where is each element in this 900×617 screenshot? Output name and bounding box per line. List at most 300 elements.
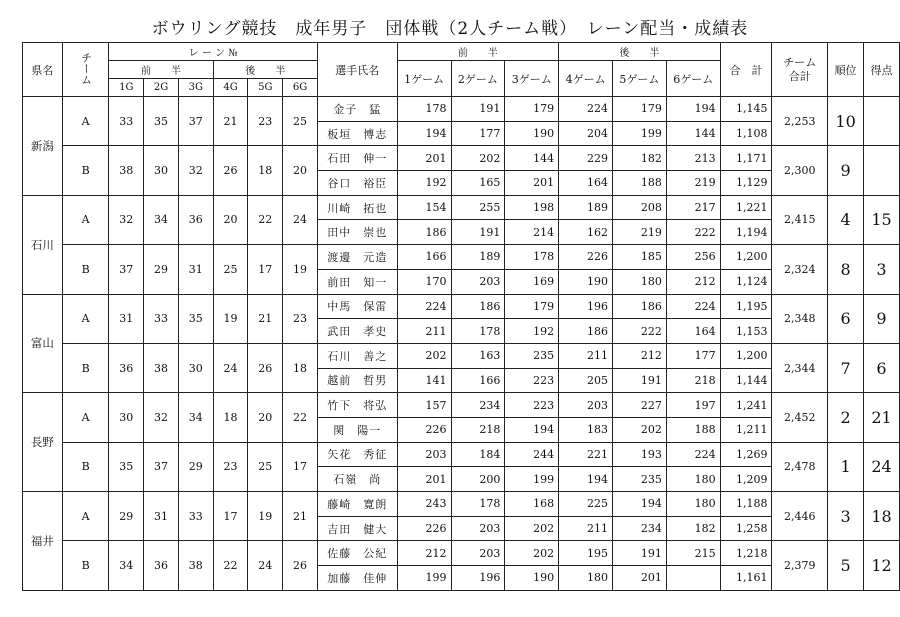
- results-table: [22, 42, 900, 591]
- team-total: 2,379: [772, 541, 828, 590]
- game-score: 226: [559, 245, 613, 270]
- player-name: 谷口 裕臣: [317, 171, 397, 196]
- player-total: 1,144: [720, 368, 772, 393]
- game-score: 255: [451, 195, 505, 220]
- game-score: 201: [505, 171, 559, 196]
- team-rank: 5: [828, 541, 864, 590]
- player-total: 1,145: [720, 97, 772, 122]
- game-score: 221: [559, 442, 613, 467]
- player-name: 加藤 佳伸: [317, 566, 397, 591]
- team-rank: 9: [828, 146, 864, 195]
- game-score: 180: [559, 566, 613, 591]
- lane-number: 17: [283, 442, 318, 491]
- game-score: 178: [451, 492, 505, 517]
- game-score: 234: [451, 393, 505, 418]
- player-name: 中馬 保雷: [317, 294, 397, 319]
- lane-number: 23: [248, 97, 283, 146]
- player-total: 1,211: [720, 417, 772, 442]
- team-label: B: [62, 541, 109, 590]
- game-score: 199: [397, 566, 451, 591]
- prefecture-name: 新潟: [23, 97, 63, 196]
- lane-number: 23: [283, 294, 318, 343]
- game-score: 199: [613, 121, 667, 146]
- game-score: 214: [505, 220, 559, 245]
- team-label: A: [62, 492, 109, 541]
- lane-number: 30: [144, 146, 179, 195]
- team-rank: 2: [828, 393, 864, 442]
- game-score: 189: [451, 245, 505, 270]
- header-total: 合 計: [720, 43, 772, 97]
- team-total: 2,300: [772, 146, 828, 195]
- header-lane-5g: 5G: [248, 79, 283, 97]
- player-total: 1,153: [720, 319, 772, 344]
- player-total: 1,269: [720, 442, 772, 467]
- game-score: 202: [505, 541, 559, 566]
- prefecture-name: 富山: [23, 294, 63, 393]
- player-total: 1,258: [720, 516, 772, 541]
- game-score: 186: [613, 294, 667, 319]
- game-score: 224: [666, 442, 720, 467]
- player-name: 石嶺 尚: [317, 467, 397, 492]
- game-score: 144: [505, 146, 559, 171]
- lane-number: 35: [178, 294, 213, 343]
- game-score: 192: [505, 319, 559, 344]
- game-score: 194: [613, 492, 667, 517]
- game-score: 180: [613, 269, 667, 294]
- game-score: 192: [397, 171, 451, 196]
- game-score: 163: [451, 343, 505, 368]
- team-points: 12: [863, 541, 899, 590]
- game-score: 154: [397, 195, 451, 220]
- game-score: 183: [559, 417, 613, 442]
- team-total: 2,478: [772, 442, 828, 491]
- game-score: 178: [505, 245, 559, 270]
- game-score: 226: [397, 516, 451, 541]
- results-body: [23, 97, 900, 591]
- game-score: 199: [505, 467, 559, 492]
- game-score: 202: [451, 146, 505, 171]
- game-score: 218: [666, 368, 720, 393]
- team-total: 2,324: [772, 245, 828, 294]
- lane-number: 18: [248, 146, 283, 195]
- game-score: [666, 566, 720, 591]
- lane-number: 18: [213, 393, 248, 442]
- team-label: B: [62, 245, 109, 294]
- game-score: 194: [666, 97, 720, 122]
- game-score: 191: [613, 541, 667, 566]
- lane-number: 33: [144, 294, 179, 343]
- lane-number: 34: [144, 195, 179, 244]
- header-games-first-half: 前 半: [397, 43, 558, 61]
- player-row: [23, 146, 900, 171]
- lane-number: 25: [283, 97, 318, 146]
- team-points: 24: [863, 442, 899, 491]
- header-lane-2g: 2G: [144, 79, 179, 97]
- player-name: 藤崎 寛朗: [317, 492, 397, 517]
- game-score: 201: [613, 566, 667, 591]
- player-total: 1,218: [720, 541, 772, 566]
- game-score: 190: [559, 269, 613, 294]
- lane-number: 30: [178, 343, 213, 392]
- player-row: [23, 343, 900, 368]
- game-score: 194: [559, 467, 613, 492]
- lane-number: 19: [213, 294, 248, 343]
- game-score: 229: [559, 146, 613, 171]
- game-score: 180: [666, 492, 720, 517]
- game-score: 226: [397, 417, 451, 442]
- sheet-title: ボウリング競技 成年男子 団体戦（2人チーム戦） レーン配当・成績表: [151, 19, 749, 39]
- team-rank: 3: [828, 492, 864, 541]
- game-score: 219: [613, 220, 667, 245]
- game-score: 218: [451, 417, 505, 442]
- game-score: 179: [613, 97, 667, 122]
- game-score: 191: [451, 97, 505, 122]
- player-name: 川崎 拓也: [317, 195, 397, 220]
- game-score: 213: [666, 146, 720, 171]
- game-score: 191: [613, 368, 667, 393]
- team-rank: 10: [828, 97, 864, 146]
- game-score: 223: [505, 368, 559, 393]
- game-score: 203: [451, 269, 505, 294]
- header-team-total: チーム合計: [772, 43, 828, 97]
- team-points: [863, 97, 899, 146]
- game-score: 256: [666, 245, 720, 270]
- team-points: 15: [863, 195, 899, 244]
- header-game-2: 2ゲーム: [451, 61, 505, 97]
- prefecture-name: 福井: [23, 492, 63, 591]
- player-total: 1,195: [720, 294, 772, 319]
- lane-number: 33: [178, 492, 213, 541]
- player-name: 佐藤 公紀: [317, 541, 397, 566]
- player-total: 1,124: [720, 269, 772, 294]
- header-rank: 順位: [828, 43, 864, 97]
- player-total: 1,200: [720, 245, 772, 270]
- game-score: 235: [613, 467, 667, 492]
- lane-number: 31: [144, 492, 179, 541]
- player-row: [23, 195, 900, 220]
- lane-number: 29: [109, 492, 144, 541]
- game-score: 203: [559, 393, 613, 418]
- team-total: 2,446: [772, 492, 828, 541]
- game-score: 186: [559, 319, 613, 344]
- game-score: 224: [397, 294, 451, 319]
- game-score: 211: [559, 343, 613, 368]
- lane-number: 25: [248, 442, 283, 491]
- lane-number: 37: [178, 97, 213, 146]
- team-total: 2,253: [772, 97, 828, 146]
- team-label: A: [62, 97, 109, 146]
- game-score: 177: [666, 343, 720, 368]
- player-row: [23, 442, 900, 467]
- team-label: B: [62, 146, 109, 195]
- game-score: 219: [666, 171, 720, 196]
- game-score: 178: [397, 97, 451, 122]
- player-total: 1,188: [720, 492, 772, 517]
- player-name: 越前 哲男: [317, 368, 397, 393]
- lane-number: 26: [248, 343, 283, 392]
- game-score: 162: [559, 220, 613, 245]
- lane-number: 31: [178, 245, 213, 294]
- lane-number: 24: [248, 541, 283, 590]
- lane-number: 35: [109, 442, 144, 491]
- player-name: 前田 知一: [317, 269, 397, 294]
- game-score: 157: [397, 393, 451, 418]
- lane-number: 20: [213, 195, 248, 244]
- game-score: 208: [613, 195, 667, 220]
- team-points: 3: [863, 245, 899, 294]
- game-score: 202: [613, 417, 667, 442]
- player-total: 1,194: [720, 220, 772, 245]
- game-score: 164: [666, 319, 720, 344]
- game-score: 164: [559, 171, 613, 196]
- prefecture-name: 石川: [23, 195, 63, 294]
- game-score: 202: [505, 516, 559, 541]
- player-row: [23, 97, 900, 122]
- game-score: 227: [613, 393, 667, 418]
- team-total: 2,415: [772, 195, 828, 244]
- header-games-second-half: 後 半: [559, 43, 720, 61]
- prefecture-name: 長野: [23, 393, 63, 492]
- lane-number: 32: [144, 393, 179, 442]
- game-score: 215: [666, 541, 720, 566]
- game-score: 196: [559, 294, 613, 319]
- game-score: 201: [397, 467, 451, 492]
- game-score: 179: [505, 294, 559, 319]
- game-score: 211: [397, 319, 451, 344]
- player-name: 石田 伸一: [317, 146, 397, 171]
- game-score: 169: [505, 269, 559, 294]
- header-game-3: 3ゲーム: [505, 61, 559, 97]
- game-score: 244: [505, 442, 559, 467]
- game-score: 178: [451, 319, 505, 344]
- lane-number: 19: [283, 245, 318, 294]
- lane-number: 38: [109, 146, 144, 195]
- header-lane-3g: 3G: [178, 79, 213, 97]
- game-score: 186: [397, 220, 451, 245]
- game-score: 211: [559, 516, 613, 541]
- lane-number: 32: [178, 146, 213, 195]
- team-points: 9: [863, 294, 899, 343]
- game-score: 197: [666, 393, 720, 418]
- game-score: 198: [505, 195, 559, 220]
- lane-number: 21: [213, 97, 248, 146]
- team-label: B: [62, 343, 109, 392]
- team-rank: 6: [828, 294, 864, 343]
- team-rank: 1: [828, 442, 864, 491]
- header-game-1: 1ゲーム: [397, 61, 451, 97]
- lane-number: 22: [283, 393, 318, 442]
- game-score: 200: [451, 467, 505, 492]
- player-row: [23, 541, 900, 566]
- lane-number: 19: [248, 492, 283, 541]
- lane-number: 29: [144, 245, 179, 294]
- lane-number: 37: [144, 442, 179, 491]
- game-score: 168: [505, 492, 559, 517]
- game-score: 224: [666, 294, 720, 319]
- lane-number: 32: [109, 195, 144, 244]
- game-score: 186: [451, 294, 505, 319]
- game-score: 203: [397, 442, 451, 467]
- game-score: 202: [397, 343, 451, 368]
- game-score: 201: [397, 146, 451, 171]
- player-name: 板垣 博志: [317, 121, 397, 146]
- team-label: A: [62, 294, 109, 343]
- game-score: 190: [505, 121, 559, 146]
- lane-number: 33: [109, 97, 144, 146]
- lane-number: 25: [213, 245, 248, 294]
- team-total: 2,452: [772, 393, 828, 442]
- player-name: 武田 孝史: [317, 319, 397, 344]
- lane-number: 36: [178, 195, 213, 244]
- team-points: [863, 146, 899, 195]
- game-score: 179: [505, 97, 559, 122]
- header-lane-first-half: 前 半: [109, 61, 213, 79]
- game-score: 166: [451, 368, 505, 393]
- game-score: 203: [451, 516, 505, 541]
- lane-number: 35: [144, 97, 179, 146]
- game-score: 222: [666, 220, 720, 245]
- team-rank: 7: [828, 343, 864, 392]
- header-game-4: 4ゲーム: [559, 61, 613, 97]
- game-score: 217: [666, 195, 720, 220]
- game-score: 195: [559, 541, 613, 566]
- lane-number: 38: [144, 343, 179, 392]
- lane-number: 24: [213, 343, 248, 392]
- lane-number: 17: [248, 245, 283, 294]
- team-label: A: [62, 393, 109, 442]
- game-score: 243: [397, 492, 451, 517]
- header-lane-second-half: 後 半: [213, 61, 317, 79]
- game-score: 182: [613, 146, 667, 171]
- header-player: 選手氏名: [317, 43, 397, 97]
- player-name: 金子 猛: [317, 97, 397, 122]
- lane-number: 36: [144, 541, 179, 590]
- game-score: 194: [505, 417, 559, 442]
- player-name: 関 陽一: [317, 417, 397, 442]
- game-score: 189: [559, 195, 613, 220]
- game-score: 234: [613, 516, 667, 541]
- team-rank: 8: [828, 245, 864, 294]
- header-lane-6g: 6G: [283, 79, 318, 97]
- game-score: 166: [397, 245, 451, 270]
- game-score: 141: [397, 368, 451, 393]
- game-score: 225: [559, 492, 613, 517]
- header-team: チーム: [62, 43, 109, 97]
- game-score: 190: [505, 566, 559, 591]
- player-total: 1,108: [720, 121, 772, 146]
- game-score: 193: [613, 442, 667, 467]
- player-name: 吉田 健大: [317, 516, 397, 541]
- player-total: 1,241: [720, 393, 772, 418]
- lane-number: 22: [213, 541, 248, 590]
- game-score: 235: [505, 343, 559, 368]
- game-score: 184: [451, 442, 505, 467]
- player-name: 竹下 将弘: [317, 393, 397, 418]
- game-score: 191: [451, 220, 505, 245]
- lane-number: 31: [109, 294, 144, 343]
- team-rank: 4: [828, 195, 864, 244]
- player-row: [23, 393, 900, 418]
- game-score: 222: [613, 319, 667, 344]
- lane-number: 21: [248, 294, 283, 343]
- team-total: 2,348: [772, 294, 828, 343]
- lane-number: 37: [109, 245, 144, 294]
- lane-number: 26: [283, 541, 318, 590]
- player-name: 石川 善之: [317, 343, 397, 368]
- player-total: 1,200: [720, 343, 772, 368]
- lane-number: 29: [178, 442, 213, 491]
- lane-number: 22: [248, 195, 283, 244]
- lane-number: 34: [109, 541, 144, 590]
- lane-number: 23: [213, 442, 248, 491]
- lane-number: 24: [283, 195, 318, 244]
- game-score: 212: [613, 343, 667, 368]
- lane-number: 17: [213, 492, 248, 541]
- lane-number: 34: [178, 393, 213, 442]
- game-score: 177: [451, 121, 505, 146]
- lane-number: 20: [248, 393, 283, 442]
- team-total: 2,344: [772, 343, 828, 392]
- lane-number: 30: [109, 393, 144, 442]
- game-score: 170: [397, 269, 451, 294]
- lane-number: 36: [109, 343, 144, 392]
- team-points: 6: [863, 343, 899, 392]
- lane-number: 21: [283, 492, 318, 541]
- game-score: 194: [397, 121, 451, 146]
- game-score: 224: [559, 97, 613, 122]
- player-name: 渡邊 元造: [317, 245, 397, 270]
- team-label: A: [62, 195, 109, 244]
- game-score: 188: [613, 171, 667, 196]
- game-score: 212: [397, 541, 451, 566]
- player-total: 1,161: [720, 566, 772, 591]
- lane-number: 38: [178, 541, 213, 590]
- game-score: 196: [451, 566, 505, 591]
- game-score: 165: [451, 171, 505, 196]
- game-score: 144: [666, 121, 720, 146]
- header-lane-4g: 4G: [213, 79, 248, 97]
- team-points: 21: [863, 393, 899, 442]
- header-lane-1g: 1G: [109, 79, 144, 97]
- game-score: 223: [505, 393, 559, 418]
- player-total: 1,129: [720, 171, 772, 196]
- game-score: 185: [613, 245, 667, 270]
- player-name: 矢花 秀征: [317, 442, 397, 467]
- player-total: 1,209: [720, 467, 772, 492]
- player-row: [23, 245, 900, 270]
- lane-number: 20: [283, 146, 318, 195]
- game-score: 204: [559, 121, 613, 146]
- player-row: [23, 294, 900, 319]
- lane-number: 18: [283, 343, 318, 392]
- team-points: 18: [863, 492, 899, 541]
- game-score: 212: [666, 269, 720, 294]
- player-name: 田中 崇也: [317, 220, 397, 245]
- header-lane-no: レ ー ン №: [109, 43, 318, 61]
- game-score: 203: [451, 541, 505, 566]
- lane-number: 26: [213, 146, 248, 195]
- player-row: [23, 492, 900, 517]
- header-pref: 県名: [23, 43, 63, 97]
- player-total: 1,171: [720, 146, 772, 171]
- header-points: 得点: [863, 43, 899, 97]
- game-score: 182: [666, 516, 720, 541]
- game-score: 205: [559, 368, 613, 393]
- header-game-6: 6ゲーム: [666, 61, 720, 97]
- team-label: B: [62, 442, 109, 491]
- header-game-5: 5ゲーム: [613, 61, 667, 97]
- game-score: 180: [666, 467, 720, 492]
